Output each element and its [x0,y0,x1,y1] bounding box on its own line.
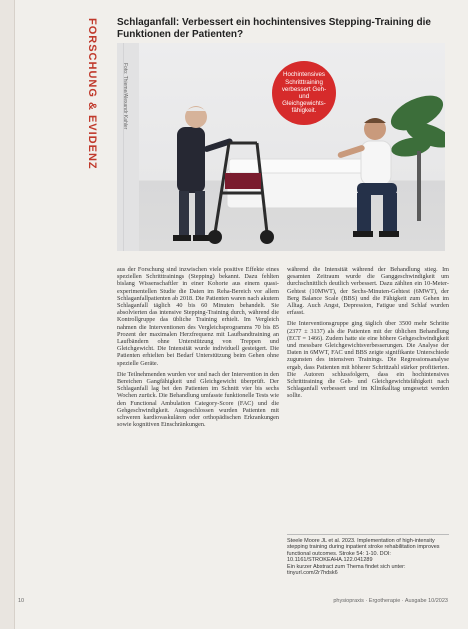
body-paragraph: Die Teilnehmenden wurden vor und nach der Intervention in den Bereichen Gangfähigkeit und Gleichgewicht überprüft. Der Schlaganfall lag bei den Patienten im Schnitt vier bis sechs Wochen zurück. Die Behandlung umfasste funktionelle Tests wie den Functional Ambulation Category-Score (FAC) und die Gehgeschwindigkeit. Ausgeschlossen wurden Patienten mit schweren kardiovaskulären oder orthopädischen Erkrankungen sowie kognitiven Einschränkungen. [117,370,279,429]
right-column [287,266,449,404]
journal-name: physiopraxis · Ergotherapie · Ausgabe 10/2023 [333,598,448,604]
article-title: Schlaganfall: Verbessert ein hochintensives Stepping-Training die Funktionen der Patienten? [117,17,431,40]
reference-citation: Steele Moore JL et al. 2023. Implementation of high-intensity stepping training during inpatient stroke rehabilitation improves functional outcomes. Stroke 54: 1-10. DOI: 10.1161/STROKEAHA.122.041289 [287,538,440,564]
body-paragraph: Die Interventionsgruppe ging täglich über 3500 mehr Schritte (2377 ± 3137) als die Patienten mit der üblichen Behandlung (ECT = 1466). Zudem hatte sie eine höhere Gehgeschwindigkeit und messbare Gleichgewichtsverbesserungen. Die Analyse der Daten in 6MWT, FAC und BBS zeigte signifikante Unterschiede zugunsten des intensiven Trainings. Die Regressionsanalyse ergab, dass Patienten mit höherer Schrittzahl stärker profitierten. Die Autoren schlussfolgern, dass ein hochintensives Schritttraining die Geh- und Gleichgewichtsfähigkeit nach Schlaganfall verbessert und im Klinikalltag umgesetzt werden sollte. [287,320,449,400]
reference-link[interactable]: Ein kurzer Abstract zum Thema findet sich unter: tinyurl.com/2r7hdsk6 [287,563,406,577]
article-photo [117,43,445,251]
page-gutter [0,0,15,629]
reference-block [287,534,449,576]
highlight-badge: Hochintensives Schritttraining verbessert Geh- und Gleichgewichts- fähigkeit. [272,61,336,125]
body-paragraph: während die Intensität während der Behandlung stieg. Im gesamten Zeitraum wurde die Ganggeschwindigkeit um durchschnittlich deutlich verbessert. Dazu zählten ein 10-Meter-Gehtest (10MWT), der Sechs-Minuten-Gehtest (6MWT), der Berg Balance Scale (BBS) und die Fähigkeit zum Gehen im Alltag. Auch Angst, Depression, Fatigue und Schlaf wurden erfasst. [287,266,449,317]
left-column [117,266,279,432]
page-footer [18,598,448,612]
section-label [80,18,98,198]
photo-credit-text: Foto: Thieme/Alexandr Kahler [122,63,128,130]
section-label-text: FORSCHUNG & EVIDENZ [86,18,98,170]
page-number: 10 [18,598,25,604]
body-paragraph: aus der Forschung sind inzwischen viele positive Effekte eines speziellen Schritttrainings (Stepping) bekannt. Dazu fehlten bislang Wissenschaftler in einer Kohorte aus einem quasi-experimentellen Studie die Daten im Reha-Bereich vor allem Schlaganfallpatienten ab 2018. Die Patienten waren nach akutem Schlaganfall täglich 40 bis 60 Minuten behandelt. Sie absolvierten das intensive Stepping-Training durch, während die Kontrollgruppe das übliche Training erhielt. Im Vergleich nahmen die Interventionen des Vergleichsprogramms 70 bis 85 Prozent der maximalen Herzfrequenz mit Laufbandtraining an Laufbändern ohne Unterstützung von Treppen und Gleichgewicht. Die Intensität wurde individuell gesteigert. Die Patienten erhielten bei Bedarf Unterstützung beim Gehen ohne spezielle Geräte. [117,266,279,367]
photo-credit [120,63,130,183]
